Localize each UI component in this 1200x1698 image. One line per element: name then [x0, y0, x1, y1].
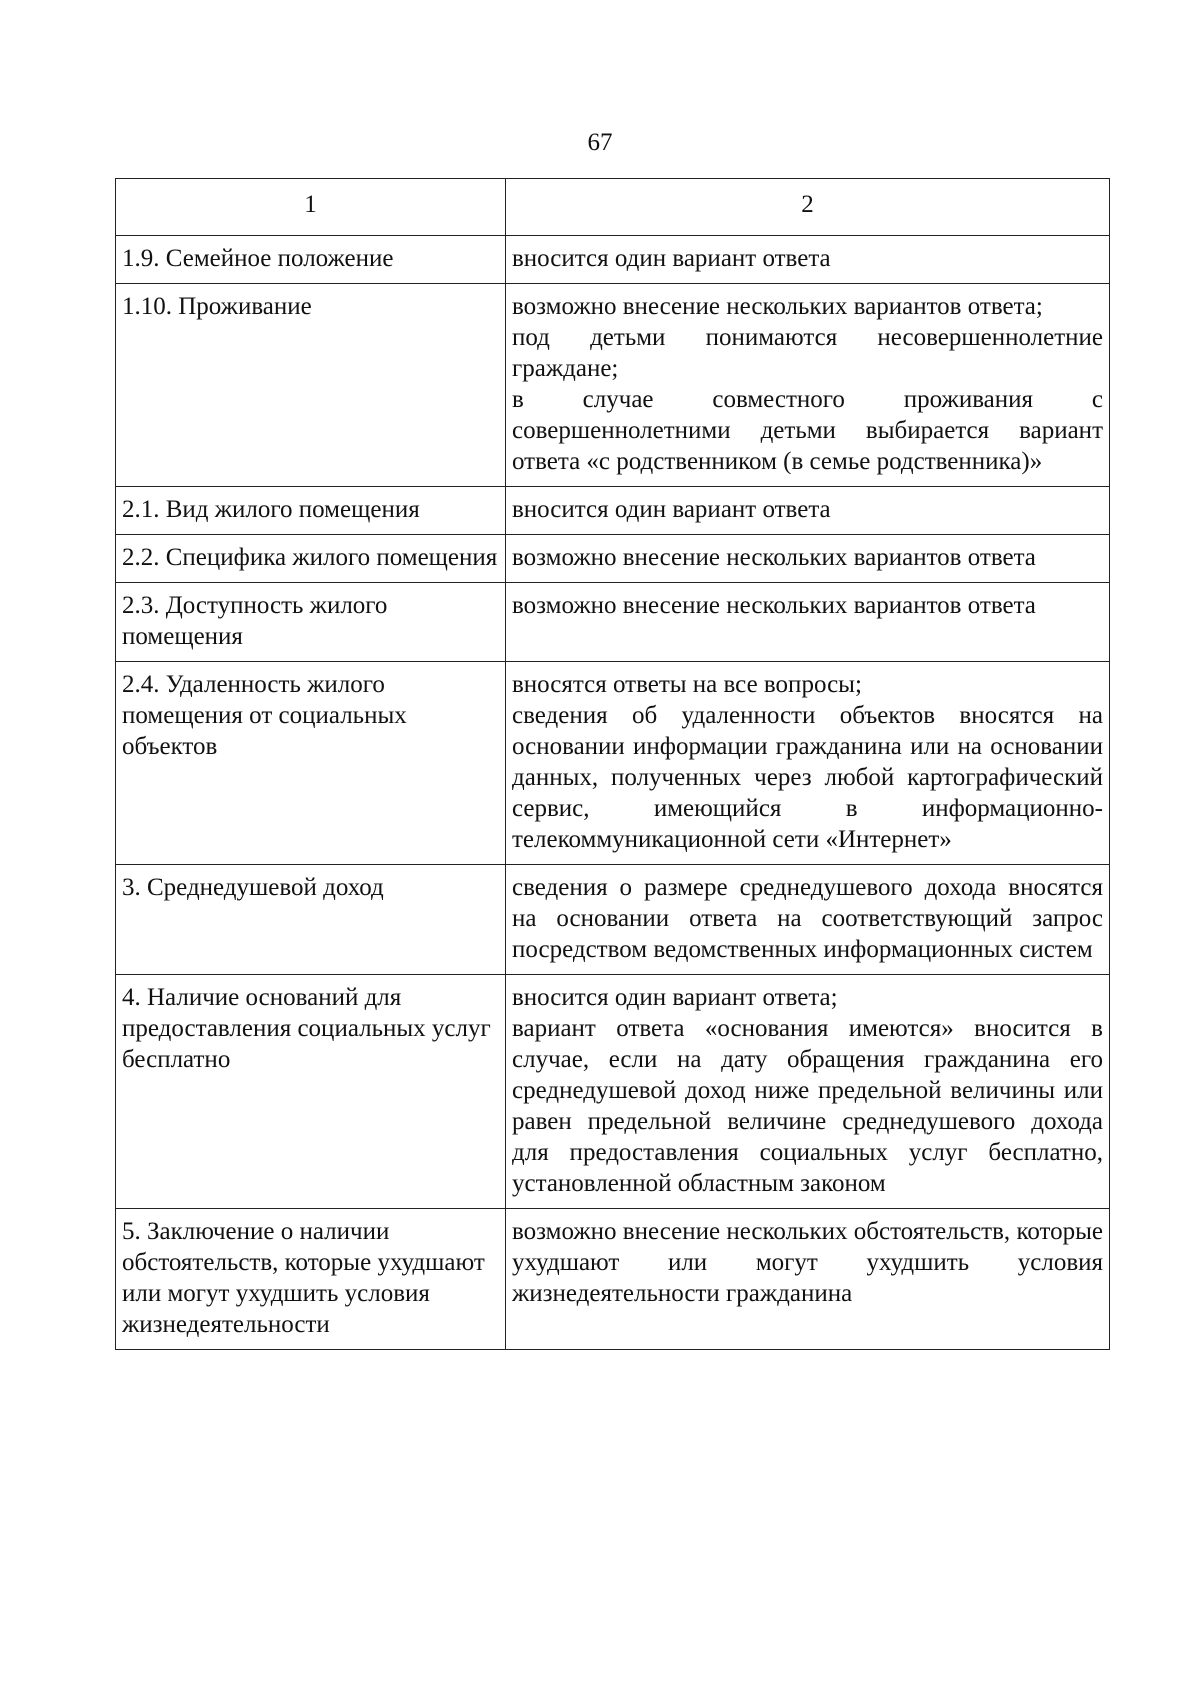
table-row	[116, 865, 1110, 975]
description-line: возможно внесение нескольких вариантов ответа;	[512, 293, 1043, 320]
data-table	[115, 178, 1110, 1350]
row-label: 3. Среднедушевой доход	[116, 865, 506, 975]
row-description	[506, 535, 1110, 583]
table-header-row	[116, 179, 1110, 236]
table-row	[116, 975, 1110, 1209]
row-label: 1.9. Семейное положение	[116, 236, 506, 284]
description-line: сведения о размере среднедушевого дохода вносятся на основании ответа на соответствующий запрос посредством ведомственных информационных систем	[512, 874, 1103, 963]
row-description	[506, 284, 1110, 487]
row-label: 2.1. Вид жилого помещения	[116, 487, 506, 535]
table-row	[116, 583, 1110, 662]
row-label: 1.10. Проживание	[116, 284, 506, 487]
description-line: вносится один вариант ответа;	[512, 984, 838, 1011]
row-description	[506, 583, 1110, 662]
row-description	[506, 1209, 1110, 1350]
description-line: вносится один вариант ответа	[512, 245, 831, 272]
row-label: 4. Наличие оснований для предоставления социальных услуг бесплатно	[116, 975, 506, 1209]
table-row	[116, 662, 1110, 865]
table-row	[116, 236, 1110, 284]
description-line: возможно внесение нескольких вариантов ответа	[512, 544, 1036, 571]
description-line: вариант ответа «основания имеются» вносится в случае, если на дату обращения гражданина его среднедушевой доход ниже предельной величины или равен предельной величине среднедушевого дохода для предоставления социальных услуг бесплатно, установленной областным законом	[512, 1015, 1103, 1197]
row-description	[506, 662, 1110, 865]
row-description	[506, 975, 1110, 1209]
description-line: вносится один вариант ответа	[512, 496, 831, 523]
description-line: сведения об удаленности объектов вносятся на основании информации гражданина или на основании данных, полученных через любой картографический сервис, имеющийся в информационно-телекоммуникационной сети «Интернет»	[512, 702, 1103, 853]
description-line: возможно внесение нескольких обстоятельств, которые ухудшают или могут ухудшить условия жизнедеятельности гражданина	[512, 1218, 1103, 1307]
row-label: 5. Заключение о наличии обстоятельств, которые ухудшают или могут ухудшить условия жизнедеятельности	[116, 1209, 506, 1350]
row-label: 2.4. Удаленность жилого помещения от социальных объектов	[116, 662, 506, 865]
description-line: под детьми понимаются несовершеннолетние граждане;	[512, 324, 1103, 382]
description-line: возможно внесение нескольких вариантов ответа	[512, 592, 1036, 619]
row-label: 2.2. Специфика жилого помещения	[116, 535, 506, 583]
description-line: в случае совместного проживания с совершеннолетними детьми выбирается вариант ответа «с родственником (в семье родственника)»	[512, 386, 1103, 475]
table-row	[116, 535, 1110, 583]
table-row	[116, 487, 1110, 535]
row-label: 2.3. Доступность жилого помещения	[116, 583, 506, 662]
row-description	[506, 865, 1110, 975]
page-number: 67	[587, 129, 613, 156]
description-line: вносятся ответы на все вопросы;	[512, 671, 862, 698]
column-header: 1	[116, 179, 506, 236]
table-row	[116, 284, 1110, 487]
column-header: 2	[506, 179, 1110, 236]
table-row	[116, 1209, 1110, 1350]
row-description	[506, 236, 1110, 284]
row-description	[506, 487, 1110, 535]
